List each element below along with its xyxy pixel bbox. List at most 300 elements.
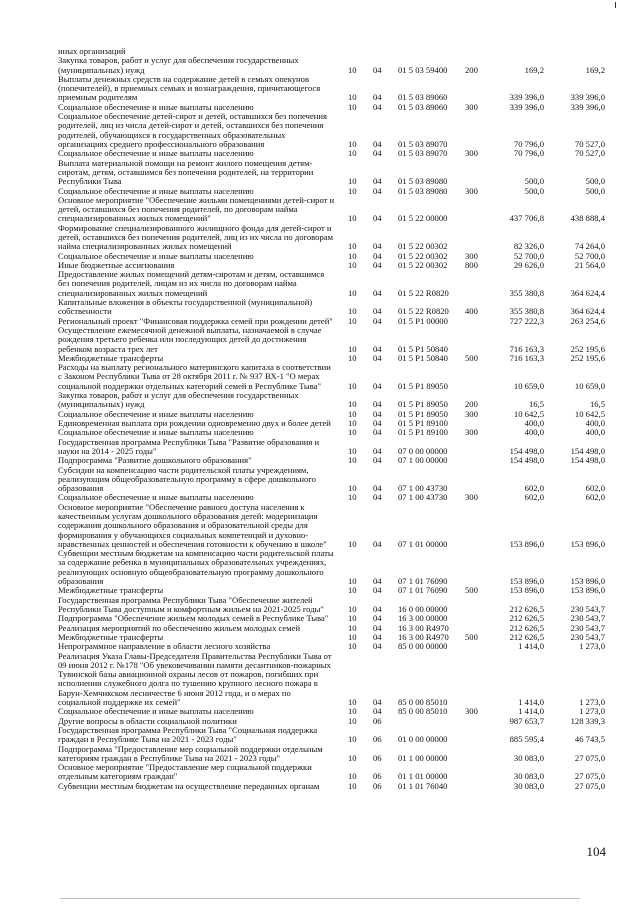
subsection-code: 04 [373,622,382,633]
amount-year-2: 400,0 [585,427,605,438]
row-description [58,614,343,623]
amount-year-2: 46 743,5 [574,734,605,745]
subsection-code: 04 [373,259,382,270]
section-code: 10 [348,185,357,196]
subsection-code: 04 [373,380,382,391]
amount-year-1: 500,0 [524,185,544,196]
section-code: 10 [348,138,357,149]
section-code: 10 [348,780,357,791]
section-code: 10 [348,380,357,391]
row-description [58,493,343,502]
description-line: без попечения родителей, лицам из их числа по договорам найма [58,279,297,289]
description-line: Социальное обеспечение и иные выплаты населению [58,149,254,159]
description-line: Барун-Хемчикском лесничестве 6 июня 2012 года, и о мерах по [58,688,291,698]
subsection-code: 04 [373,64,382,75]
description-line: Закупка товаров, работ и услуг для обеспечения государственных [58,56,299,66]
amount-year-2: 230 543,7 [570,603,605,614]
description-line: Непрограммное направление в области лесного хозяйства [58,642,271,652]
target-article-code: 01 1 01 76040 [398,780,448,791]
section-code: 10 [348,241,357,252]
subsection-code: 04 [373,352,382,363]
subsection-code: 04 [373,287,382,298]
description-line: Межбюджетные трансферты [58,632,164,642]
amount-year-2: 230 543,7 [570,631,605,642]
row-description [58,652,343,708]
row-description [58,745,343,764]
target-article-code: 85 0 00 85010 [398,697,448,707]
description-line: приемным родителям [58,93,138,103]
section-code: 10 [348,613,357,624]
description-line: реализующих основную общеобразовательную программу дошкольного [58,567,324,577]
description-line: 09 июня 2012 г. №178 "Об увековечивании памяти десантников-пожарных [58,660,331,670]
row-description [58,354,343,363]
target-article-code: 01 5 03 89060 [398,92,448,103]
amount-year-1: 153 896,0 [509,585,544,596]
row-description [58,159,343,187]
subsection-code: 06 [373,715,382,726]
subsection-code: 04 [373,706,382,717]
amount-year-1: 154 498,0 [509,455,544,466]
target-article-code: 85 0 00 00000 [398,641,448,652]
description-line: Социальное обеспечение и иные выплаты населению [58,707,254,717]
description-line: родителей, лиц из числа детей-сирот и детей, оставшихся без попечения [58,121,324,131]
description-line: с Законом Республики Тыва от 28 октября 2011 г. № 937 ВХ-1 "О мерах [58,372,320,382]
subsection-code: 04 [373,176,382,187]
description-line: Межбюджетные трансферты [58,353,164,363]
description-line: ребенком возраста трех лет [58,344,158,354]
section-code: 10 [348,641,357,652]
row-description [58,717,343,726]
subsection-code: 04 [373,483,382,494]
description-line: Социальное обеспечение и иные выплаты населению [58,409,254,419]
amount-year-1: 727 222,3 [509,315,544,326]
row-description [58,726,343,745]
amount-year-1: 10 642,5 [513,408,544,419]
description-line: организациях среднего профессионального образования [58,139,265,149]
scan-mark [615,2,616,8]
row-description [58,503,343,549]
amount-year-2: 154 498,0 [570,445,605,456]
section-code: 10 [348,213,357,224]
amount-year-1: 1 414,0 [518,697,544,707]
amount-year-1: 355 380,8 [509,306,544,317]
description-line: Республики Тыва [58,177,122,187]
description-line: Социальное обеспечение и иные выплаты населению [58,493,254,503]
subsection-code: 04 [373,101,382,112]
target-article-code: 01 5 22 R0820 [398,306,449,317]
amount-year-1: 153 896,0 [509,538,544,549]
description-line: рождения третьего ребенка или последующих детей до достижения [58,335,307,345]
section-code: 10 [348,771,357,782]
row-description [58,56,343,75]
expense-type-code: 300 [465,101,478,112]
section-code: 10 [348,631,357,642]
subsection-code: 04 [373,585,382,596]
amount-year-2: 154 498,0 [570,455,605,466]
target-article-code: 01 0 00 00000 [398,734,448,745]
amount-year-1: 30 083,0 [513,780,544,791]
description-line: специализированных жилых помещений" [58,214,211,224]
description-line: науки на 2014 - 2025 годы" [58,446,157,456]
section-code: 10 [348,101,357,112]
description-line: Социальное обеспечение и иные выплаты населению [58,102,254,112]
section-code: 10 [348,538,357,549]
subsection-code: 04 [373,697,382,707]
description-line: категориям граждан в Республике Тыва на 2021 - 2023 годы" [58,753,280,763]
target-article-code: 07 1 00 43730 [398,483,448,494]
subsection-code: 04 [373,241,382,252]
section-code: 10 [348,287,357,298]
amount-year-1: 602,0 [524,492,544,503]
section-code: 10 [348,176,357,187]
description-line: Предоставление жилых помещений детям-сиротам и детям, оставшимся [58,270,325,280]
description-line: Социальное обеспечение детей-сирот и детей, оставшихся без попечения [58,112,327,122]
target-article-code: 01 5 03 89080 [398,185,448,196]
amount-year-2: 27 075,0 [574,771,605,782]
row-description [58,196,343,224]
description-line: за содержание ребенка в муниципальных образовательных учреждениях, [58,558,327,568]
target-article-code: 01 5 22 R0820 [398,287,449,298]
target-article-code: 01 5 P1 50840 [398,352,448,363]
row-description [58,47,343,56]
target-article-code: 07 1 00 00000 [398,455,448,466]
target-article-code: 85 0 00 85010 [398,706,448,717]
target-article-code: 07 1 01 76090 [398,585,448,596]
description-line: Основное мероприятие "Обеспечение равного доступа населения к [58,502,305,512]
description-line: Формирование специализированного жилищного фонда для детей-сирот и [58,223,332,233]
description-line: Подпрограмма "Развитие дошкольного образования" [58,456,252,466]
section-code: 10 [348,315,357,326]
amount-year-2: 169,2 [585,64,605,75]
target-article-code: 01 5 P1 00000 [398,315,448,326]
section-code: 10 [348,455,357,466]
row-description [58,466,343,494]
target-article-code: 01 5 P1 89050 [398,399,448,410]
target-article-code: 01 5 03 59400 [398,64,448,75]
description-line: (муниципальных) нужд [58,400,145,410]
amount-year-1: 1 414,0 [518,641,544,652]
description-line: детей, оставшихся без попечения родителей, лиц из их числа по договорам [58,232,334,242]
target-article-code: 07 1 00 43730 [398,492,448,503]
description-line: Региональный проект "Финансовая поддержка семей при рождении детей" [58,316,333,326]
subsection-code: 04 [373,427,382,438]
section-code: 10 [348,92,357,103]
description-line: Реализация Указа Главы-Председателя Правительства Республики Тыва от [58,651,332,661]
amount-year-2: 400,0 [585,418,605,428]
description-line: Подпрограмма "Предоставление мер социальной поддержки отдельным [58,744,323,754]
amount-year-1: 52 700,0 [513,250,544,261]
amount-year-2: 364 624,4 [570,287,605,298]
row-description [58,261,343,270]
expense-type-code: 300 [465,250,478,261]
description-line: Другие вопросы в области социальной политики [58,716,237,726]
description-line: Социальное обеспечение и иные выплаты населению [58,428,254,438]
amount-year-2: 52 700,0 [574,250,605,261]
description-line: Выплата материальной помощи на ремонт жилого помещения детям- [58,158,313,168]
subsection-code: 04 [373,213,382,224]
amount-year-2: 153 896,0 [570,585,605,596]
amount-year-2: 153 896,0 [570,576,605,587]
section-code: 10 [348,399,357,410]
expense-type-code: 300 [465,185,478,196]
subsection-code: 04 [373,418,382,428]
target-article-code: 01 5 P1 89050 [398,408,448,419]
expense-type-code: 200 [465,399,478,410]
description-line: качественным услугам дошкольного образования детей: модернизация [58,511,318,521]
amount-year-2: 263 254,6 [570,315,605,326]
page-number: 104 [586,844,606,859]
subsection-code: 04 [373,445,382,456]
subsection-code: 04 [373,343,382,354]
target-article-code: 01 5 03 89060 [398,101,448,112]
target-article-code: 01 5 22 00302 [398,250,448,261]
amount-year-1: 339 396,0 [509,92,544,103]
amount-year-2: 602,0 [585,483,605,494]
row-description [58,642,343,651]
section-code: 10 [348,715,357,726]
target-article-code: 01 5 P1 89100 [398,418,448,428]
row-description [58,456,343,465]
amount-year-1: 70 796,0 [513,138,544,149]
amount-year-1: 153 896,0 [509,576,544,587]
amount-year-1: 355 380,8 [509,287,544,298]
target-article-code: 01 1 00 00000 [398,752,448,763]
amount-year-2: 602,0 [585,492,605,503]
subsection-code: 06 [373,752,382,763]
amount-year-2: 252 195,6 [570,343,605,354]
row-description [58,187,343,196]
description-line: Республики Тыва доступным и комфортным жильем на 2021-2025 годы" [58,604,324,614]
section-code: 10 [348,148,357,159]
subsection-code: 04 [373,613,382,624]
target-article-code: 01 5 22 00000 [398,213,448,224]
subsection-code: 04 [373,492,382,503]
row-description [58,103,343,112]
row-description [58,596,343,615]
amount-year-1: 30 083,0 [513,771,544,782]
section-code: 10 [348,697,357,707]
amount-year-1: 1 414,0 [518,706,544,717]
amount-year-1: 885 595,4 [509,734,544,745]
expense-type-code: 300 [465,427,478,438]
amount-year-2: 500,0 [585,176,605,187]
expense-type-code: 500 [465,585,478,596]
description-line: иных организаций [58,47,126,56]
row-description [58,410,343,419]
subsection-code: 04 [373,399,382,410]
description-line: (муниципальных) нужд [58,65,145,75]
section-code: 10 [348,622,357,633]
amount-year-2: 230 543,7 [570,613,605,624]
amount-year-2: 1 273,0 [579,697,605,707]
description-line: специализированных жилых помещений [58,288,208,298]
section-code: 10 [348,64,357,75]
row-description [58,363,343,391]
description-line: Социальное обеспечение и иные выплаты населению [58,251,254,261]
target-article-code: 01 5 P1 89050 [398,380,448,391]
row-description [58,586,343,595]
description-line: социальной поддержке их семей" [58,697,181,707]
amount-year-1: 212 626,5 [509,603,544,614]
target-article-code: 07 0 00 00000 [398,445,448,456]
amount-year-1: 400,0 [524,427,544,438]
description-line: Выплаты денежных средств на содержание детей в семьях опекунов [58,74,310,84]
amount-year-1: 212 626,5 [509,631,544,642]
description-line: содержания дошкольного образования и образовательной среды для [58,521,308,531]
subsection-code: 04 [373,641,382,652]
description-line: Субвенции местным бюджетам на осуществление переданных органам [58,781,320,791]
target-article-code: 01 5 03 89070 [398,138,448,149]
description-line: детей, оставшихся без попечения родителей, по договорам найма [58,205,298,215]
expense-type-code: 500 [465,631,478,642]
description-line: Межбюджетные трансферты [58,586,164,596]
description-line: образования [58,484,104,494]
description-line: формирования у обучающихся социальных компетенций и духовно- [58,530,309,540]
description-line: Реализация мероприятий по обеспечению жильем молодых семей [58,623,301,633]
section-code: 10 [348,250,357,261]
row-description [58,549,343,586]
description-line: нравственных ценностей и обеспечения готовности к обучению в школе" [58,539,327,549]
amount-year-1: 400,0 [524,418,544,428]
target-article-code: 16 3 00 00000 [398,613,448,624]
page-bottom-edge [60,898,580,899]
subsection-code: 04 [373,631,382,642]
row-description [58,252,343,261]
amount-year-2: 27 075,0 [574,752,605,763]
description-line: Подпрограмма "Обеспечение жильем молодых семей в Республике Тыва" [58,614,329,624]
section-code: 10 [348,734,357,745]
amount-year-1: 987 653,7 [509,715,544,726]
amount-year-1: 602,0 [524,483,544,494]
section-code: 10 [348,352,357,363]
target-article-code: 16 3 00 R4970 [398,631,449,642]
row-description [58,298,343,317]
amount-year-2: 339 396,0 [570,101,605,112]
section-code: 10 [348,492,357,503]
row-description [58,326,343,354]
amount-year-1: 16,5 [528,399,544,410]
amount-year-1: 154 498,0 [509,445,544,456]
amount-year-2: 500,0 [585,185,605,196]
description-line: Единовременная выплата при рождении одновременно двух и более детей [58,419,331,428]
target-article-code: 01 5 P1 50840 [398,343,448,354]
amount-year-1: 29 626,0 [513,259,544,270]
row-description [58,782,343,791]
expense-type-code: 300 [465,492,478,503]
section-code: 10 [348,576,357,587]
amount-year-1: 339 396,0 [509,101,544,112]
subsection-code: 04 [373,408,382,419]
amount-year-2: 128 339,3 [570,715,605,726]
subsection-code: 06 [373,771,382,782]
section-code: 10 [348,585,357,596]
row-description [58,763,343,782]
description-line: граждан в Республике Тыва на 2021 - 2023 годы" [58,735,237,745]
amount-year-1: 212 626,5 [509,622,544,633]
description-line: реализующим общеобразовательную программу в сфере дошкольного [58,474,316,484]
expense-type-code: 400 [465,306,478,317]
amount-year-1: 30 083,0 [513,752,544,763]
amount-year-2: 230 543,7 [570,622,605,633]
amount-year-2: 10 659,0 [574,380,605,391]
amount-year-2: 1 273,0 [579,641,605,652]
row-description [58,428,343,437]
amount-year-1: 437 706,8 [509,213,544,224]
description-line: Государственная программа Республики Тыва "Развитие образования и [58,437,320,447]
subsection-code: 04 [373,576,382,587]
row-description [58,224,343,252]
section-code: 10 [348,306,357,317]
row-description [58,419,343,428]
description-line: отдельным категориям граждан" [58,772,178,782]
description-line: социальной поддержки отдельных категорий семей в Республике Тыва" [58,381,321,391]
amount-year-1: 716 163,3 [509,352,544,363]
amount-year-2: 10 642,5 [574,408,605,419]
expense-type-code: 800 [465,259,478,270]
target-article-code: 01 5 03 89080 [398,176,448,187]
subsection-code: 06 [373,734,382,745]
row-description [58,438,343,457]
amount-year-1: 500,0 [524,176,544,187]
row-description [58,75,343,103]
subsection-code: 04 [373,455,382,466]
row-description [58,624,343,633]
amount-year-2: 438 888,4 [570,213,605,224]
target-article-code: 01 5 03 89070 [398,148,448,159]
target-article-code: 01 5 P1 89100 [398,427,448,438]
amount-year-1: 212 626,5 [509,613,544,624]
target-article-code: 01 5 22 00302 [398,259,448,270]
subsection-code: 04 [373,603,382,614]
description-line: (попечителей), в приемных семьях и вознаграждения, причитающегося [58,84,321,94]
description-line: образования [58,577,104,587]
description-line: сиротам, детям, оставшимся без попечения родителей, на территории [58,167,314,177]
row-description [58,633,343,642]
subsection-code: 04 [373,538,382,549]
amount-year-1: 70 796,0 [513,148,544,159]
subsection-code: 04 [373,315,382,326]
target-article-code: 07 1 01 76090 [398,576,448,587]
expense-type-code: 300 [465,408,478,419]
description-line: найма специализированных жилых помещений [58,242,232,252]
description-line: Основное мероприятие "Предоставление мер социальной поддержки [58,763,312,773]
description-line: исполнении служебного долга по тушению крупного лесного пожара в [58,679,318,689]
row-description [58,112,343,149]
description-line: Иные бюджетные ассигнования [58,260,175,270]
row-description [58,149,343,158]
amount-year-2: 364 624,4 [570,306,605,317]
target-article-code: 16 0 00 00000 [398,603,448,614]
amount-year-2: 27 075,0 [574,780,605,791]
section-code: 10 [348,445,357,456]
amount-year-2: 339 396,0 [570,92,605,103]
subsection-code: 06 [373,780,382,791]
amount-year-2: 153 896,0 [570,538,605,549]
row-description [58,270,343,298]
target-article-code: 01 5 22 00302 [398,241,448,252]
amount-year-1: 82 326,0 [513,241,544,252]
amount-year-2: 74 264,0 [574,241,605,252]
section-code: 10 [348,483,357,494]
section-code: 10 [348,427,357,438]
row-description [58,317,343,326]
description-line: Основное мероприятие "Обеспечение жильми помещениями детей-сирот и [58,195,335,205]
section-code: 10 [348,418,357,428]
target-article-code: 01 1 01 00000 [398,771,448,782]
section-code: 10 [348,259,357,270]
description-line: Субсидии на компенсацию части родительской платы учреждениям, [58,465,309,475]
row-description [58,391,343,410]
